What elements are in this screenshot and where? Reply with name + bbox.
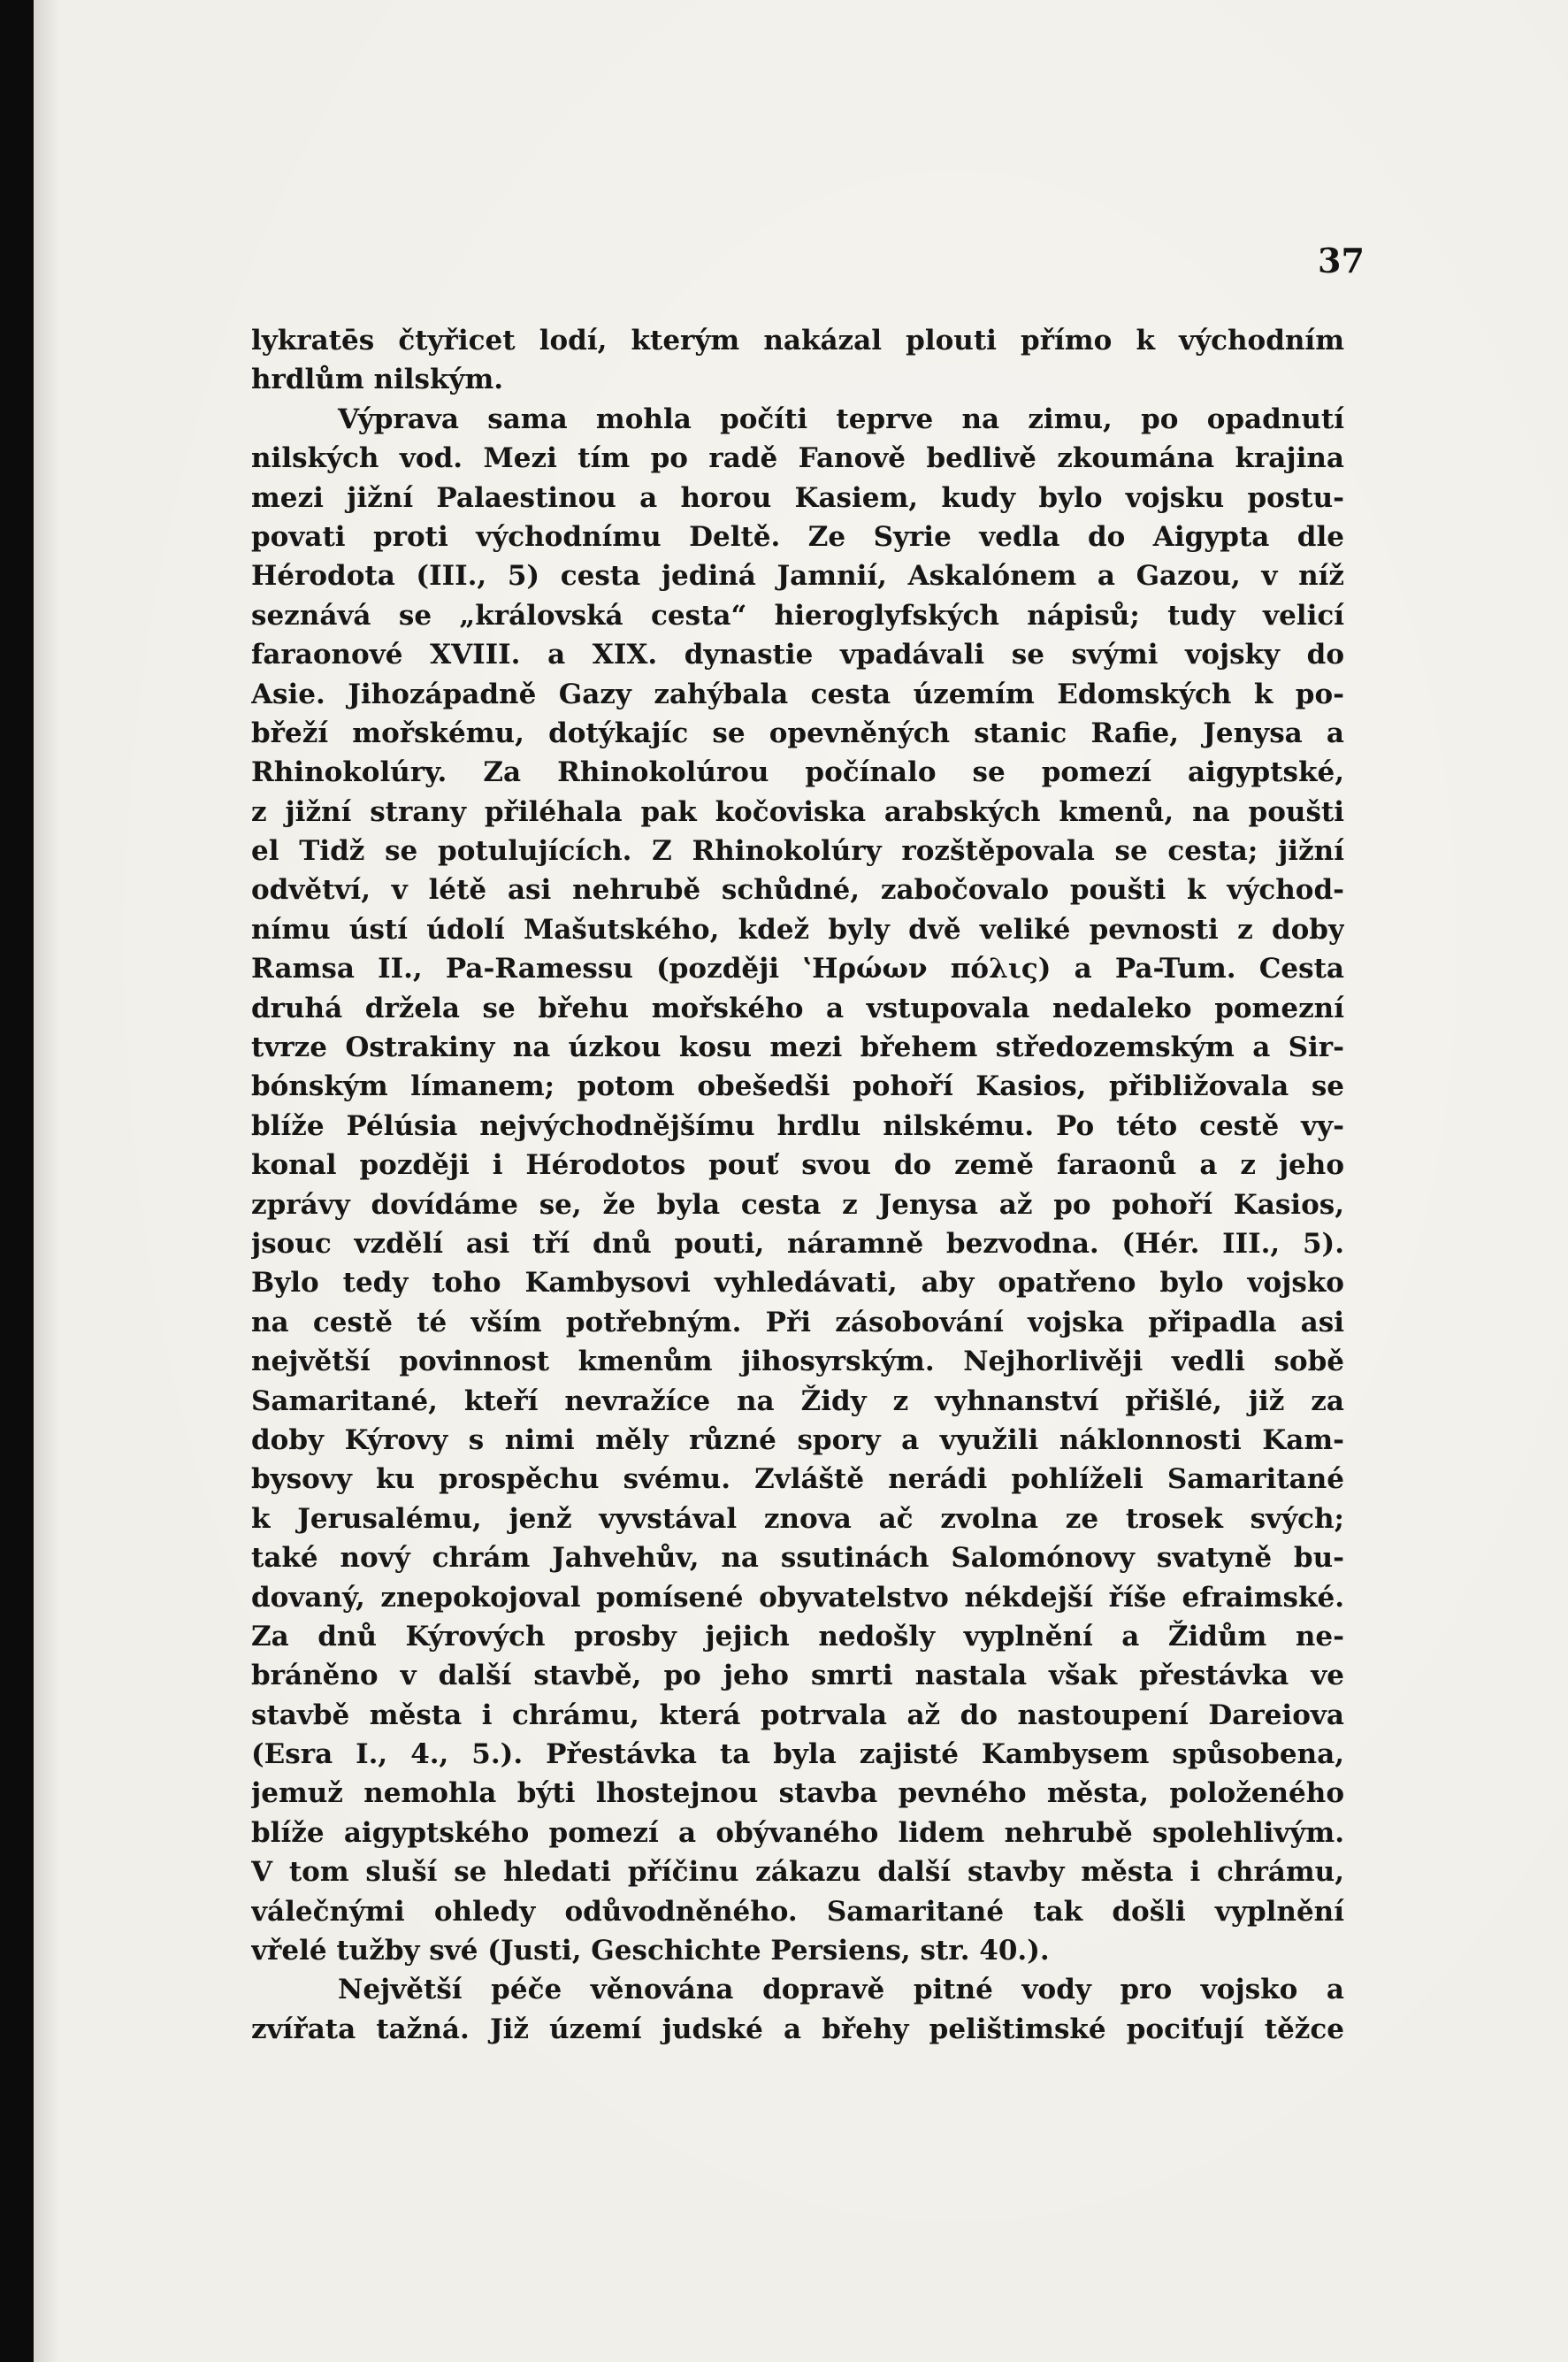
text-line: tvrze Ostrakiny na úzkou kosu mezi břehem středozemským a Sir-: [251, 1031, 1344, 1064]
text-line: Hérodota (III., 5) cesta jediná Jamnií, Askalónem a Gazou, v níž: [251, 560, 1344, 593]
text-line: faraonové XVIII. a XIX. dynastie vpadávali se svými vojsky do: [251, 639, 1344, 671]
text-line: nilských vod. Mezi tím po radě Fanově bedlivě zkoumána krajina: [251, 442, 1344, 475]
text-line: mezi jižní Palaestinou a horou Kasiem, kudy bylo vojsku postu-: [251, 481, 1344, 514]
text-line: Za dnů Kýrových prosby jejich nedošly vyplnění a Židům ne-: [251, 1620, 1344, 1653]
text-line: největší povinnost kmenům jihosyrským. Nejhorlivěji vedli sobě: [251, 1346, 1344, 1378]
text-line: nímu ústí údolí Mašutského, kdež byly dvě veliké pevnosti z doby: [251, 913, 1344, 946]
book-page: [34, 0, 1568, 2362]
text-line: hrdlům nilským.: [251, 364, 504, 396]
text-line: lykratēs čtyřicet lodí, kterým nakázal plouti přímo k východním: [251, 325, 1344, 357]
text-line: (Esra I., 4., 5.). Přestávka ta byla zajisté Kambysem spůsobena,: [251, 1738, 1344, 1771]
text-line: Bylo tedy toho Kambysovi vyhledávati, aby opatřeno bylo vojsko: [251, 1267, 1344, 1300]
text-line: Největší péče věnována dopravě pitné vody pro vojsko a: [338, 1974, 1344, 2006]
text-line: seznává se „královská cesta“ hieroglyfských nápisů; tudy velicí: [251, 599, 1344, 632]
text-line: také nový chrám Jahvehův, na ssutinách Salomónovy svatyně bu-: [251, 1542, 1344, 1575]
text-line: Samaritané, kteří nevražíce na Židy z vyhnanství přišlé, již za: [251, 1384, 1344, 1417]
text-line: bráněno v další stavbě, po jeho smrti nastala však přestávka ve: [251, 1660, 1344, 1692]
text-line: dovaný, znepokojoval pomísené obyvatelstvo nékdejší říše efraimské.: [251, 1581, 1344, 1614]
text-line: na cestě té vším potřebným. Při zásobování vojska připadla asi: [251, 1306, 1344, 1338]
text-line: odvětví, v létě asi nehrubě schůdné, zabočovalo poušti k východ-: [251, 874, 1344, 907]
text-line: konal později i Hérodotos pouť svou do země faraonů a z jeho: [251, 1149, 1344, 1182]
text-line: zvířata tažná. Již území judské a břehy pelištimské pociťují těžce: [251, 2013, 1344, 2045]
text-line: vřelé tužby své (Justi, Geschichte Persiens, str. 40.).: [251, 1935, 1050, 1967]
text-line: el Tidž se potulujících. Z Rhinokolúry rozštěpovala se cesta; jižní: [251, 835, 1344, 868]
text-line: břeží mořskému, dotýkajíc se opevněných stanic Rafie, Jenysa a: [251, 717, 1344, 749]
body-text: [251, 321, 1344, 2049]
text-line: blíže aigyptského pomezí a obývaného lidem nehrubě spolehlivým.: [251, 1816, 1344, 1849]
text-line: doby Kýrovy s nimi měly různé spory a využili náklonnosti Kam-: [251, 1423, 1344, 1456]
text-line: z jižní strany přiléhala pak kočoviska arabských kmenů, na poušti: [251, 795, 1344, 828]
text-line: jsouc vzdělí asi tří dnů pouti, náramně bezvodna. (Hér. III., 5).: [251, 1227, 1344, 1260]
text-line: stavbě města i chrámu, která potrvala až do nastoupení Dareiova: [251, 1699, 1344, 1731]
text-line: Asie. Jihozápadně Gazy zahýbala cesta územím Edomských k po-: [251, 678, 1344, 710]
text-line: jemuž nemohla býti lhostejnou stavba pevného města, položeného: [251, 1777, 1344, 1810]
text-line: k Jerusalému, jenž vyvstával znova ač zvolna ze trosek svých;: [251, 1502, 1344, 1535]
text-line: Ramsa II., Pa-Ramessu (později ʽΗρώων πόλις) a Pa-Tum. Cesta: [251, 953, 1344, 985]
page-number: 37: [1318, 241, 1365, 280]
text-line: druhá držela se břehu mořského a vstupovala nedaleko pomezní: [251, 992, 1344, 1024]
text-line: bysovy ku prospěchu svému. Zvláště nerádi pohlíželi Samaritané: [251, 1463, 1344, 1496]
text-line: válečnými ohledy odůvodněného. Samaritané tak došli vyplnění: [251, 1895, 1344, 1928]
text-line: Výprava sama mohla počíti teprve na zimu, po opadnutí: [338, 403, 1344, 435]
text-line: zprávy dovídáme se, že byla cesta z Jenysa až po pohoří Kasios,: [251, 1188, 1344, 1221]
text-line: blíže Pélúsia nejvýchodnějšímu hrdlu nilskému. Po této cestě vy-: [251, 1109, 1344, 1142]
text-line: povati proti východnímu Deltě. Ze Syrie vedla do Aigypta dle: [251, 520, 1344, 553]
text-line: Rhinokolúry. Za Rhinokolúrou počínalo se pomezí aigyptské,: [251, 756, 1344, 789]
text-line: bónským límanem; potom obešedši pohoří Kasios, přibližovala se: [251, 1070, 1344, 1103]
text-line: V tom sluší se hledati příčinu zákazu další stavby města i chrámu,: [251, 1856, 1344, 1889]
